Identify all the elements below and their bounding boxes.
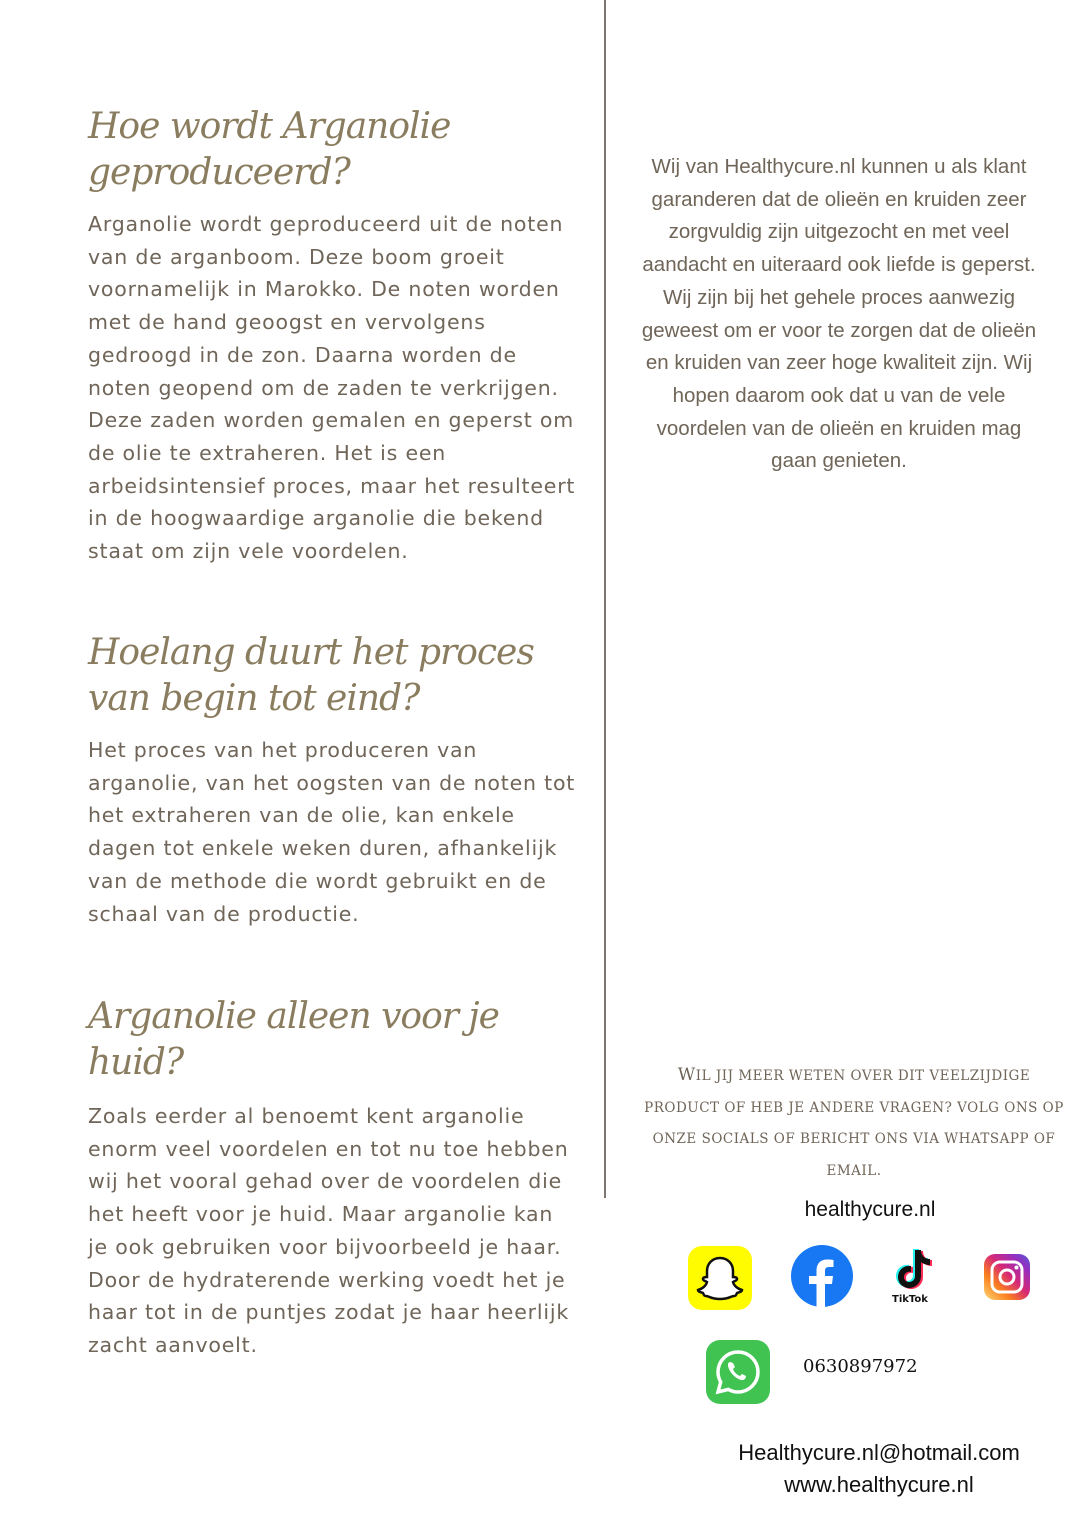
section-hair-use [88, 994, 578, 1362]
guarantee-text: Wij van Healthycure.nl kunnen u als klant garanderen dat de olieën en kruiden zeer zorgvuldig zijn uitgezocht en met veel aandacht en uiteraard ook liefde is geperst. Wij zijn bij het gehele proces aanwezig geweest om er voor te zorgen dat de olieën en kruiden van zeer hoge kwaliteit zijn. Wij hopen daarom ook dat u van de vele voordelen van de olieën en kruiden mag gaan genieten. [641, 155, 1037, 473]
section-body: Arganolie wordt geproduceerd uit de noten van de arganboom. Deze boom groeit voornamelijk in Marokko. De noten worden met de hand geoogst en vervolgens gedroogd in de zon. Daarna worden de noten geopend om de zaden te verkrijgen. Deze zaden worden gemalen en geperst om de olie te extraheren. Het is een arbeidsintensief proces, maar het resulteert in de hoogwaardige arganolie die bekend staat om zijn vele voordelen. [88, 212, 576, 564]
column-divider [604, 0, 606, 1198]
instagram-icon[interactable] [984, 1254, 1030, 1300]
contact-cta: WIL JIJ MEER WETEN OVER DIT VEELZIJDIGE PRODUCT OF HEB JE ANDERE VRAGEN? VOLG ONS OP ONZE SOCIALS OF BERICHT ONS VIA WHATSAPP OF EMAIL. [644, 1065, 1064, 1179]
section-body: Zoals eerder al benoemt kent arganolie enorm veel voordelen en tot nu toe hebben wij het vooral gehad over de voordelen die het heeft voor je huid. Maar arganolie kan je ook gebruiken voor bijvoorbeeld je haar. Door de hydraterende werking voedt het je haar tot in de puntjes zodat je haar heerlijk zacht aanvoelt. [88, 1104, 570, 1357]
section-heading: Hoe wordt Arganolie geproduceerd? [88, 106, 451, 193]
facebook-icon[interactable] [790, 1244, 854, 1308]
section-duration [88, 630, 578, 930]
whatsapp-icon[interactable] [706, 1340, 770, 1404]
tiktok-icon[interactable] [884, 1244, 948, 1308]
section-body: Het proces van het produceren van arganolie, van het oogsten van de noten tot het extraheren van de olie, kan enkele dagen tot enkele weken duren, afhankelijk van de methode die wordt gebruikt en de schaal van de productie. [88, 738, 576, 926]
snapchat-icon[interactable] [688, 1246, 752, 1310]
email-address[interactable]: Healthycure.nl@hotmail.com [738, 1440, 1020, 1465]
section-heading: Arganolie alleen voor je huid? [88, 996, 499, 1083]
section-production [88, 104, 578, 568]
phone-number[interactable]: 0630897972 [803, 1356, 918, 1377]
section-heading: Hoelang duurt het proces van begin tot eind? [88, 632, 534, 719]
tiktok-label: TikTok [892, 1294, 928, 1305]
social-handle[interactable]: healthycure.nl [804, 1198, 936, 1221]
website-link[interactable]: www.healthycure.nl [784, 1472, 974, 1497]
